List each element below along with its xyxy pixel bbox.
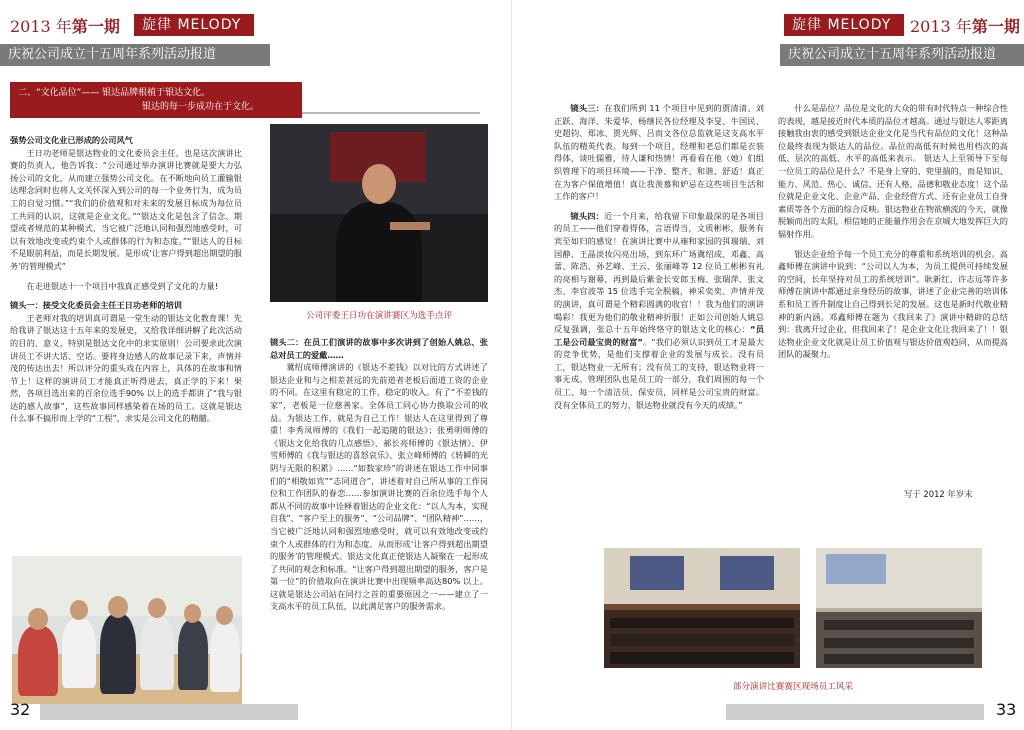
issue-period: 第一期	[971, 17, 1020, 36]
page-number: 32	[10, 700, 31, 719]
article-column-1	[10, 134, 242, 552]
article-paragraph: 冀绍成师傅演讲的《银达不差钱》以对比的方式讲述了银达企业和与之相差甚远的先前道者老板后面道工资的企业的不同。在这里有稳定的工作，稳定的收入。有了“不差钱的家”，老板是一位慈善家。全体员工同心协力换取公司的收益。为银达工作，就是为自己工作！银达人在这里得到了尊重！李秀凤师傅的《我们一起追随的银达》；张勇明师傅的《银达文化给我的几点感悟》、郝长亮师傅的《银达情》、伊雪师傅的《我与银达的喜怒哀乐》、张立峰师傅的《转瞬的光阴与无限的积累》……“如数家珍”的讲述在银达工作中同事们的“相敬如宾”“志同道合”，讲述着对自己所从事的工作岗位和工作团队的眷恋……参加演讲比赛的百余位选手每个人都从不同的故事中诠释着银达的企业文化：“以人为本，实现自我”、“客户至上的服务”、“公司品牌”、“团队精神”……，当它被广泛地认同和强烈地感受时，就可以有效地改变或约束个人或群体的行为和态度。从而形成‘让客户得到超出期望的服务’的管理模式。银达文化真正使银达人凝聚在一起形成了共同的观念和标准。“让客户得到超出期望的服务，客户是第一位”的价值取向在演讲比赛中出现频率高达80% 以上。这就是银达公司站在同行之首的重要原因之一——建立了一支高水平的员工队伍，以此满足客户的服务需求。	[270, 362, 489, 612]
banner-rule	[302, 112, 480, 114]
issue-label	[910, 14, 1020, 37]
lead-in-label: 镜头三：	[570, 103, 605, 113]
banner-line-1: 二、“文化品位”—— 银达品牌根植于银达文化。	[18, 88, 211, 98]
article-paragraph: 王日功老师是银达物业的文化委员会主任，也是这次演讲比赛的负责人，他告诉我：“公司通过举办演讲比赛就是要大力弘扬公司的文化，从而建立强势公司文化。在不断地向员工灌输银达理念同时也将人文关怀深入到公司的每一个业务行为，成为员工的自觉习惯。”“我们的价值观和对未来的发展目标成为每位员工共同的认识，这就是企业文化。”“银达文化是包含了信念、期望或者规范的某种模式，当它被广泛地认同和强烈地感受时，可以有效地改变或约束个人或群体的行为和态度。”“银达人的目标不是眼前利益，而是长期发展。是形成‘让客户得到超出期望的服务’的管理模式”	[10, 147, 242, 271]
article-paragraph: 什么是品位？品位是文化的大众的带有时代特点一种综合性的表现，越是接近时代本质的品位才越高。通过与银达人零距离接触我由衷的感受到银达企业文化是当代有品位的文化！这种品位最终表现为银达人的品位。品位的高低有时候也用档次的高低、层次的高低、水平的高低来表示。 银达人上至领导下至每一位员工的品位是什么？不是身上穿的、兜里揣的，而是知识、能力、风范、热心、诚信、还有人格、品德和敬业态度！这个品位就是企业文化、企业产品、企业经营方式、还有企业员工自身素质等各个方面的综合反映。银达物业在物欲横流的今天，就像脱颖而出的太阳，相信她的正能量作用会在京城大地发挥巨大的辐射作用。	[778, 103, 1008, 239]
banner-line-2: 银达的每一步成功在于文化。	[142, 102, 260, 112]
series-band: 庆祝公司成立十五周年系列活动报道	[780, 44, 1024, 66]
article-paragraph: 镜头三：在我们所到 11 个项目中见到的贾清清、刘正跃、海洋、朱爱华、杨继民各位经理及李旻、牛国民、史超钧、郑冰、贾光辉、吕而文各位总监就是这支高水平队伍的精英代表。每到一个项目，经理和老总们都是衣装得体，谈吐儒雅，待人谦和热情！再看看在他（她）们组织管理下的项目环境——干净、整齐、和谐、舒适！真正在为客户保值增值！真让我羡慕和妒忌在这些项目生活和工作的客户！	[554, 103, 764, 202]
signoff: 写于 2012 年岁末	[904, 489, 973, 499]
issue-year: 2013 年	[910, 17, 972, 36]
photo-speaker	[270, 124, 488, 302]
caption-halls: 部分演讲比赛赛区现场员工风采	[732, 682, 854, 692]
article-paragraph: 在走进银达十一个项目中我真正感受到了文化的力量!	[26, 280, 218, 291]
article-column-4	[778, 102, 1008, 482]
melody-tag: 旋律 MELODY	[784, 14, 904, 36]
section-banner	[10, 82, 302, 118]
article-paragraph: 镜头四：近一个月来，给我留下印象最深的是各项目的员工——他们穿着得体，言语得当，文质彬彬，服务有宾至如归的感觉！在演讲比赛中从雍和家园的弭瑞瑞、刘国静、王晶淡妆闪亮出场，到东环广场冀绍成、邓鑫、高蕾、陈浩、孙艺峰、王云、张丽峰等 12 位员工彬彬有礼的亮相与谢幕，再到最后紫金长安郎玉梅、张瑞萍、张文杰、李官波等 15 位选手完全脱稿，神采奕奕、声情并茂的演讲，真可谓是个精彩圆满的收官！！我为他们的演讲喝彩！我更为他们的敬业精神折服！正如公司创始人姚总反复强调，张总十五年始终恪守的银达文化的核心：“员工是公司最宝贵的财富”。“我们必须认识到员工才是最大的竞争优势，是他们支撑着企业的发展与成长。没有员工，银达物业一无所有；没有员工的支持，银达物业将一事无成。管理团队也是员工的一部分，我们周围的每一个员工、每一个清洁员、保安员，同样是公司宝贵的财富。没有全体员工的努力，银达物业就没有今天的成绩。”	[554, 210, 764, 410]
paragraph-spacer	[10, 292, 242, 299]
article-column-2	[270, 336, 488, 696]
article-paragraph: 银达企业给予每一个员工充分的尊重和系统培训的机会。高鑫师傅在演讲中说到：“公司以人为本，为员工提供可持续发展的空间，长年坚持对员工的系统培训”。耿新红、许志远等许多师傅在演讲中都通过亲身经历的故事，讲述了企业完善的培训体系和员工晋升制度让自己得到长足的发展。这也是新时代敬业精神的新内涵。邓鑫师傅在题为《我回来了》演讲中精辟的总结到：我离开过企业，但我回来了！是企业文化让我回来了！！银达物业企业文化就是让员工价值观与银达价值观趋同，从而提高团队的凝聚力。	[778, 248, 1008, 360]
paragraph-spacer	[778, 241, 1008, 248]
issue-year: 2013 年	[10, 17, 72, 36]
right-page	[512, 0, 1024, 730]
series-band: 庆祝公司成立十五周年系列活动报道	[0, 44, 270, 66]
paragraph-spacer	[554, 203, 764, 210]
article-heading: 镜头二：在员工们演讲的故事中多次讲到了创始人姚总、张总对员工的爱戴……	[270, 337, 488, 360]
article-heading: 强势公司文化业已形成的公司风气	[10, 135, 133, 145]
article-column-3	[554, 102, 764, 540]
page-footer-bar	[726, 704, 984, 720]
page-footer-bar	[40, 704, 298, 720]
issue-label	[10, 14, 120, 37]
paragraph-spacer	[10, 273, 242, 280]
article-paragraph: 王老师对我的培训真可谓是一堂生动的银达文化教育课！先给我讲了银达这十五年来的发展史，又给我详细讲解了此次活动的目的、意义，特别是银达文化中的求实原则！公司要求此次演讲员工不讲大话、空话。要将身边感人的故事记录下来，声情并茂的传达出去！所以评分的重头戏在内容上，具体的在故事和情节上！这样的演讲员工才能真正听得进去，真正学的下来！果然，各项目选出来的百余位选手90% 以上的选手都讲了“我与银达的感人故事”，这些故事同样感染着在场的员工。这就是银达什么事不搞形而上学的“工程”，求实是公司文化的精髓。	[10, 312, 242, 424]
issue-period: 第一期	[71, 17, 120, 36]
lead-in-label: 镜头二：	[270, 337, 304, 347]
key-phrase: “员工是公司最宝贵的财富”	[554, 324, 764, 347]
page-number: 33	[996, 700, 1017, 719]
caption-speaker: 公司评委王日功在演讲赛区为选手点评	[305, 311, 453, 321]
lead-in-label: 镜头四：	[570, 210, 605, 221]
photo-hall-1	[604, 548, 800, 668]
article-heading: 镜头一：接受文化委员会主任王日功老师的培训	[10, 300, 182, 311]
photo-hall-2	[816, 548, 982, 668]
melody-tag: 旋律 MELODY	[134, 14, 254, 36]
photo-audience	[12, 556, 242, 704]
